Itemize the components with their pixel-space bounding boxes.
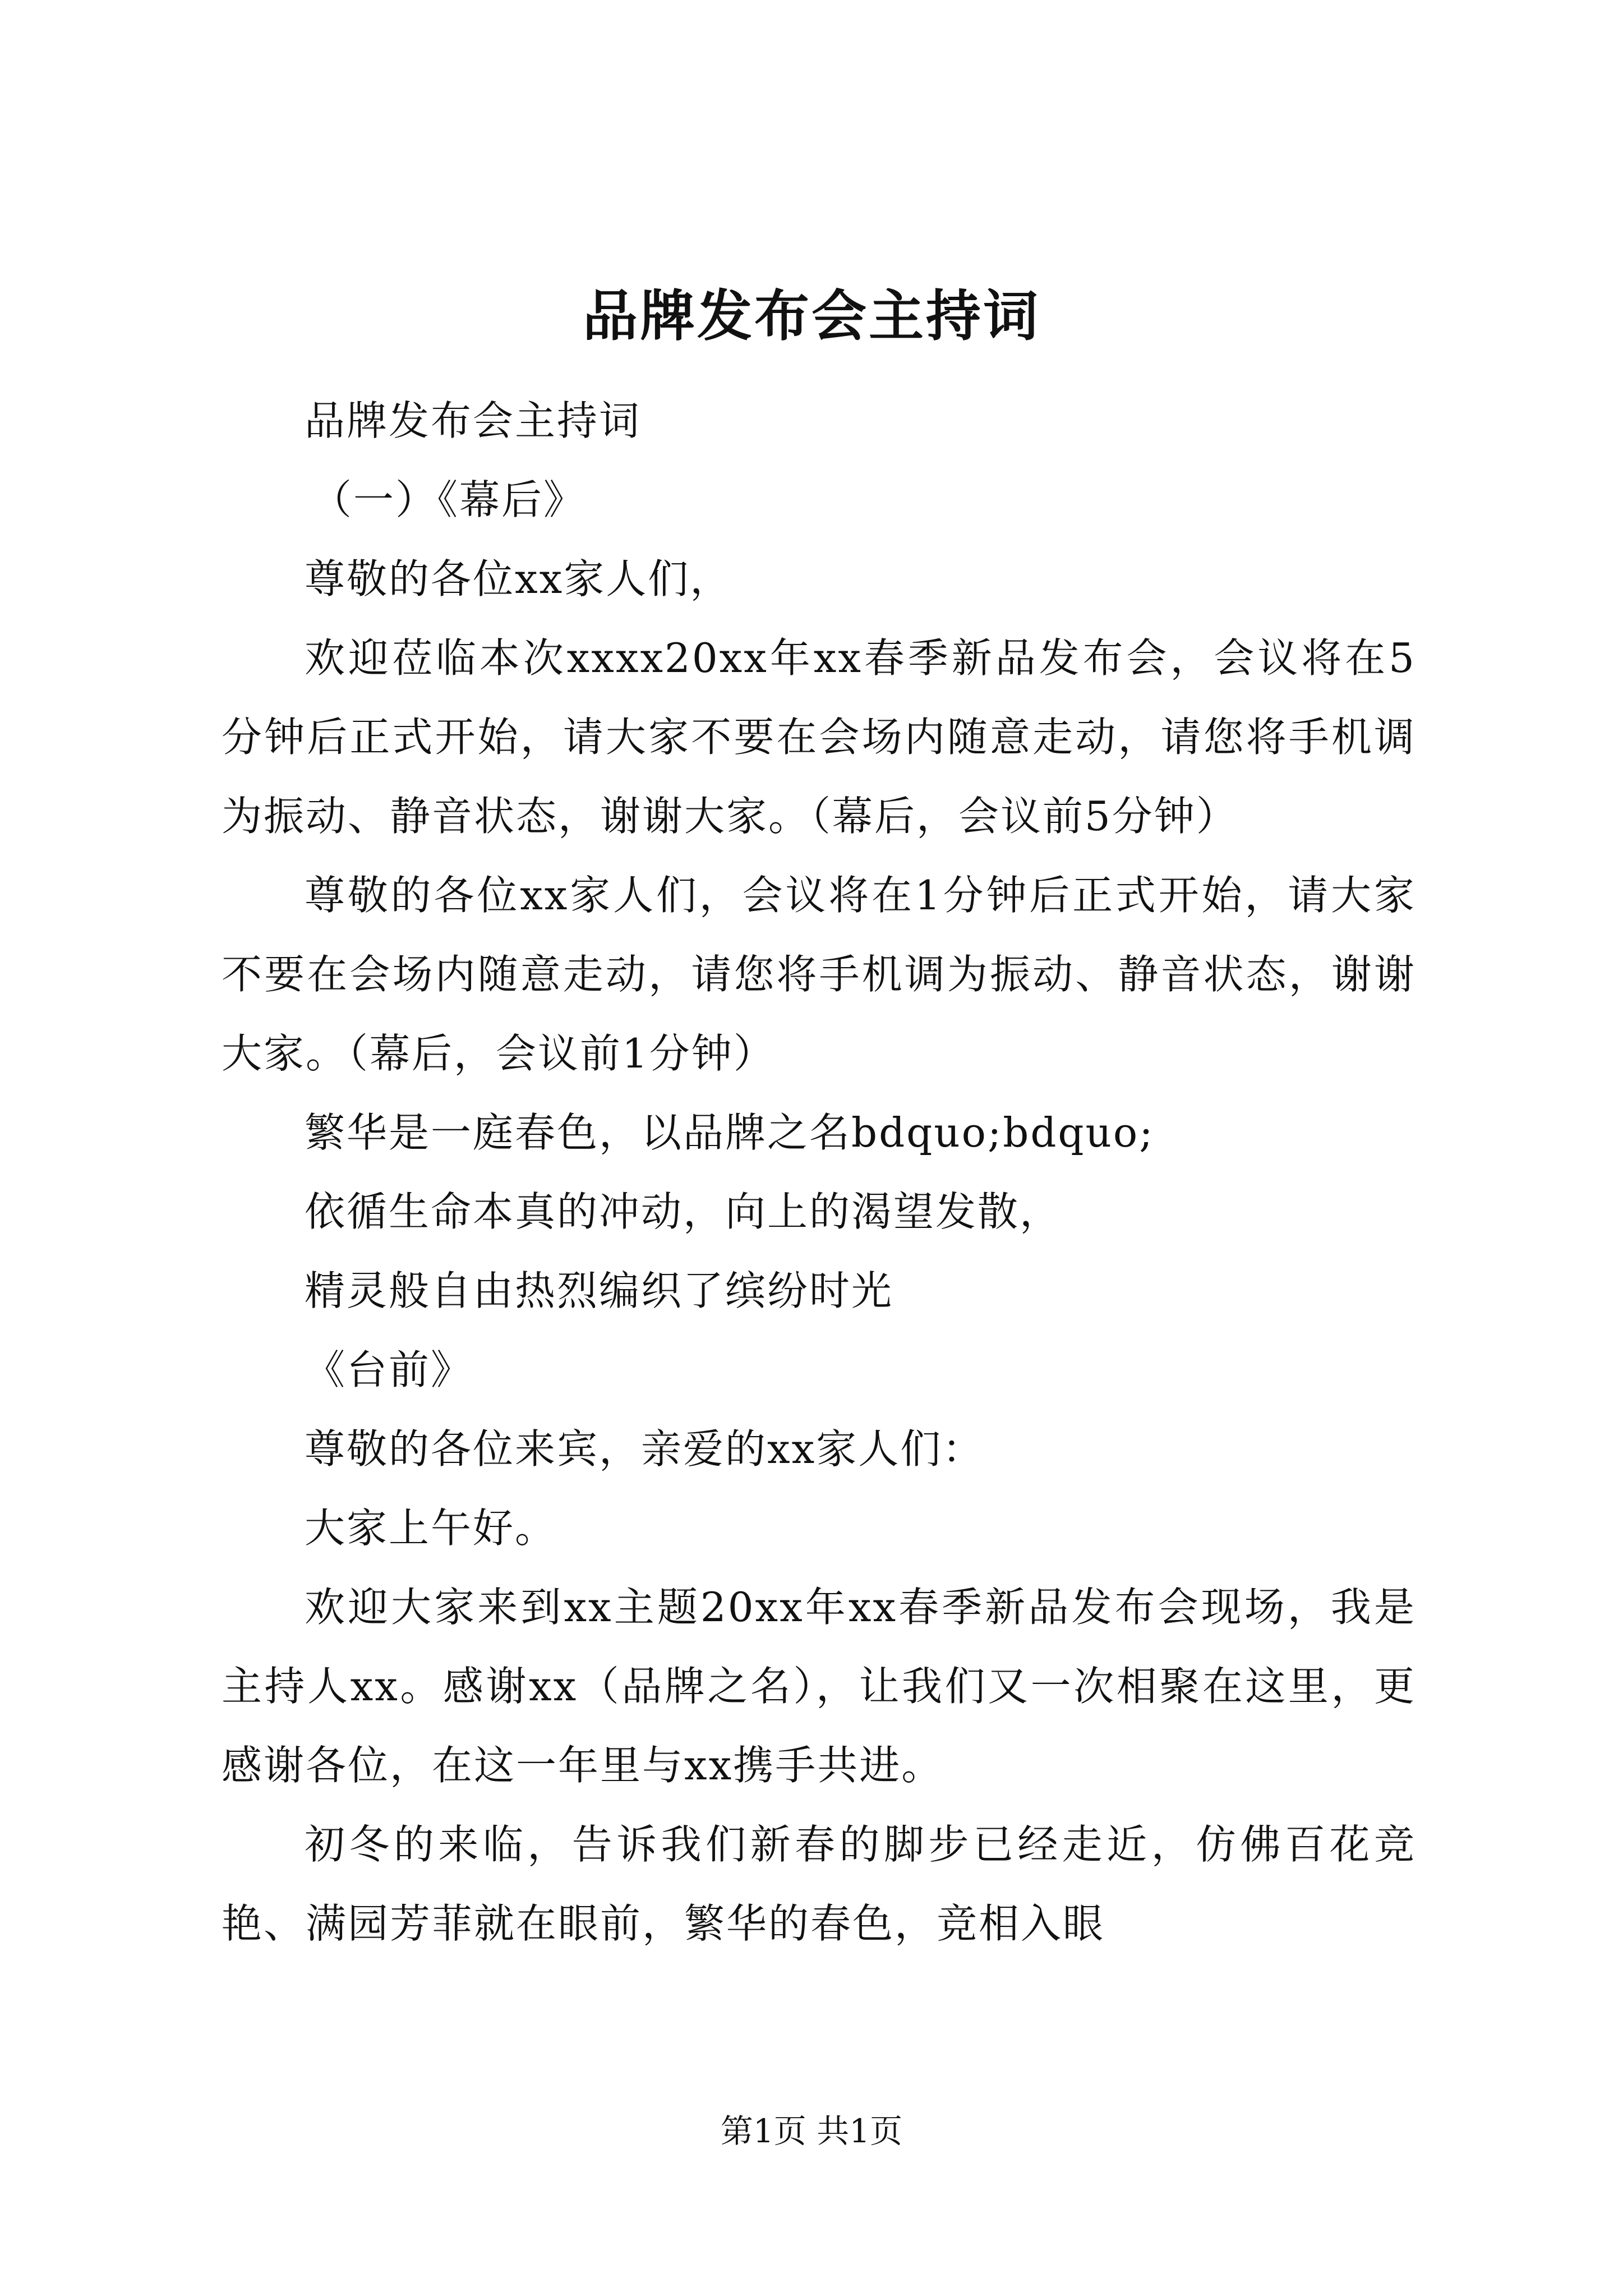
- paragraph-welcome-5min: 欢迎莅临本次xxxx20xx年xx春季新品发布会，会议将在5分钟后正式开始，请大家不要在会场内随意走动，请您将手机调为振动、静音状态，谢谢大家。（幕后，会议前5分钟）: [222, 634, 1416, 840]
- paragraph-section-stage: 《台前》: [305, 1346, 473, 1393]
- paragraph-verse-3: 精灵般自由热烈编织了缤纷时光: [305, 1267, 894, 1314]
- paragraph-verse-1: 繁华是一庭春色，以品牌之名bdquo;bdquo;: [305, 1109, 1155, 1156]
- paragraph-greeting-1: 尊敬的各位xx家人们，: [305, 555, 732, 602]
- paragraph-verse-2: 依循生命本真的冲动，向上的渴望发散，: [305, 1188, 1062, 1235]
- paragraph-host-intro: 欢迎大家来到xx主题20xx年xx春季新品发布会现场，我是主持人xx。感谢xx（品牌之名），让我们又一次相聚在这里，更感谢各位，在这一年里与xx携手共进。: [222, 1584, 1416, 1789]
- document-title: 品牌发布会主持词: [582, 284, 1040, 348]
- paragraph-notice-1min: 尊敬的各位xx家人们，会议将在1分钟后正式开始，请大家不要在会场内随意走动，请您将手机调为振动、静音状态，谢谢大家。（幕后，会议前1分钟）: [222, 872, 1416, 1077]
- paragraph-subtitle: 品牌发布会主持词: [305, 397, 642, 444]
- paragraph-good-morning: 大家上午好。: [305, 1504, 557, 1552]
- paragraph-section-backstage: （一）《幕后》: [311, 476, 586, 523]
- paragraph-early-winter: 初冬的来临，告诉我们新春的脚步已经走近，仿佛百花竞艳、满园芳菲就在眼前，繁华的春色，竞相入眼: [222, 1821, 1416, 1947]
- page-footer: 第1页 共1页: [720, 2112, 903, 2150]
- document-body: [222, 381, 1416, 1963]
- paragraph-greeting-2: 尊敬的各位来宾，亲爱的xx家人们：: [305, 1425, 985, 1473]
